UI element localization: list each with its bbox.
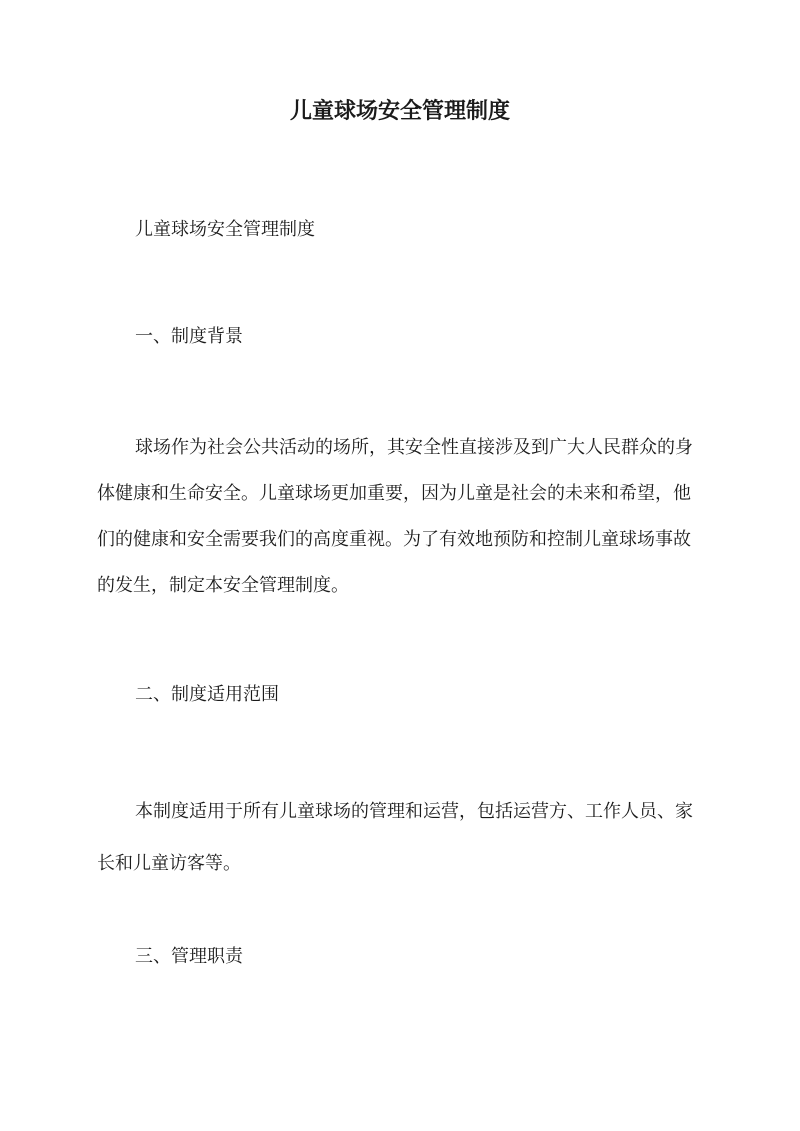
section-paragraph-background: 球场作为社会公共活动的场所，其安全性直接涉及到广大人民群众的身体健康和生命安全。儿童球场更加重要，因为儿童是社会的未来和希望，他们的健康和安全需要我们的高度重视。为了有效地预防和控制儿童球场事故的发生，制定本安全管理制度。: [97, 437, 693, 596]
section-heading-scope: 二、制度适用范围: [135, 684, 279, 705]
document-title: 儿童球场安全管理制度: [289, 98, 510, 124]
document-subtitle: 儿童球场安全管理制度: [135, 219, 315, 240]
section-heading-responsibilities: 三、管理职责: [135, 946, 243, 967]
section-heading-background: 一、制度背景: [135, 326, 243, 347]
section-paragraph-scope: 本制度适用于所有儿童球场的管理和运营，包括运营方、工作人员、家长和儿童访客等。: [97, 801, 693, 874]
